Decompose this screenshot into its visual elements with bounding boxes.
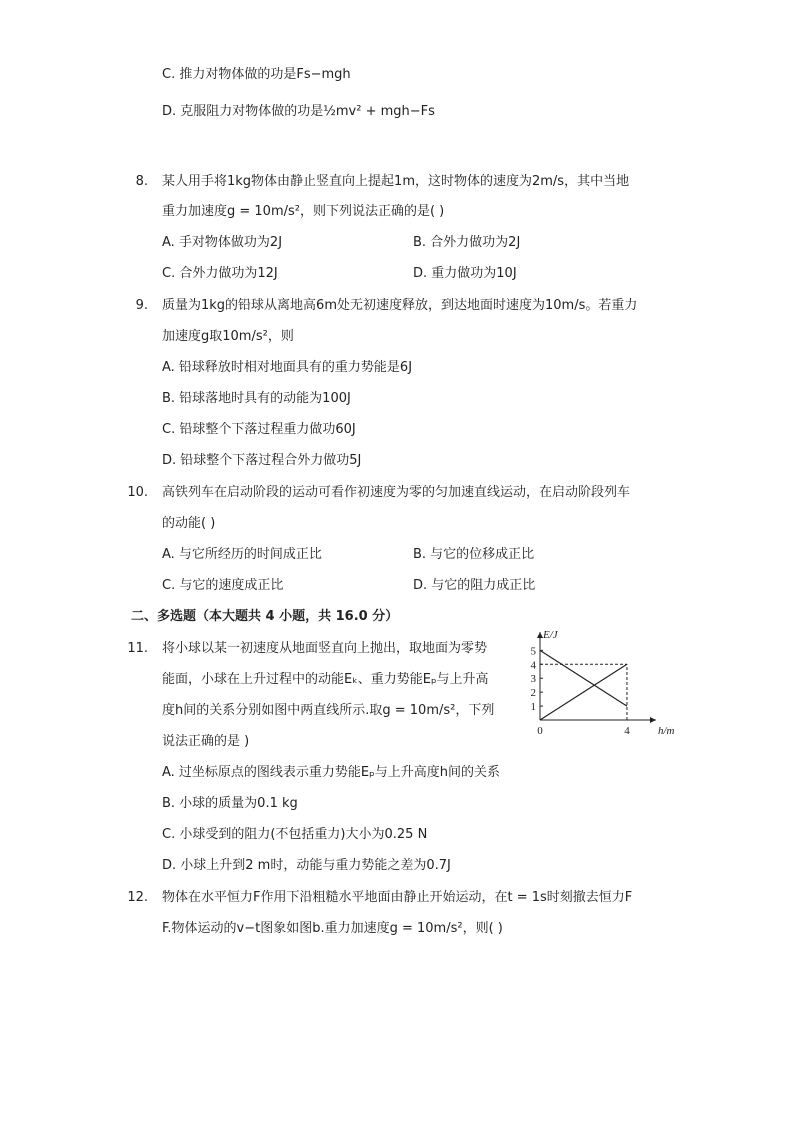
q10-option-c: C. 与它的速度成正比	[162, 578, 284, 593]
y-tick-label: 4	[530, 659, 536, 672]
q9-option-a: A. 铅球释放时相对地面具有的重力势能是6J	[162, 360, 413, 375]
y-axis-label: E/J	[543, 629, 558, 641]
q10-option-a: A. 与它所经历的时间成正比	[162, 547, 322, 562]
q11-stem-line-3: 度h间的关系分别如图中两直线所示.取g = 10m/s²，下列	[162, 703, 495, 718]
x-tick-label: 0	[537, 725, 543, 737]
q8-option-b: B. 合外力做功为2J	[413, 235, 521, 250]
q10-option-b: B. 与它的位移成正比	[413, 547, 535, 562]
series-line-2	[540, 664, 627, 720]
q9-option-c: C. 铅球整个下落过程重力做功60J	[162, 422, 356, 437]
q11-number: 11.	[127, 641, 148, 656]
y-tick-label: 2	[530, 687, 536, 700]
q8-option-d: D. 重力做功为10J	[413, 266, 517, 281]
q11-stem-line-4: 说法正确的是 )	[162, 734, 250, 749]
x-axis-arrow	[650, 717, 656, 723]
q9-stem-line-1: 质量为1kg的铅球从离地高6m处无初速度释放，到达地面时速度为10m/s。若重力	[162, 298, 638, 313]
q10-stem-line-2: 的动能( )	[162, 516, 216, 531]
q7-option-d: D. 克服阻力对物体做的功是½mv² + mgh−Fs	[162, 104, 435, 119]
q9-option-b: B. 铅球落地时具有的动能为100J	[162, 391, 351, 406]
q8-option-c: C. 合外力做功为12J	[162, 266, 278, 281]
q8-number: 8.	[135, 174, 148, 189]
q12-number: 12.	[127, 890, 148, 905]
x-axis-label: h/m	[658, 725, 675, 737]
q11-option-a: A. 过坐标原点的图线表示重力势能Eₚ与上升高度h间的关系	[162, 765, 500, 780]
q8-stem-line-2: 重力加速度g = 10m/s²，则下列说法正确的是( )	[162, 204, 445, 219]
y-tick-label: 3	[530, 673, 536, 686]
q9-option-d: D. 铅球整个下落过程合外力做功5J	[162, 453, 362, 468]
q10-option-d: D. 与它的阻力成正比	[413, 578, 536, 593]
q10-number: 10.	[127, 485, 148, 500]
q11-option-c: C. 小球受到的阻力(不包括重力)大小为0.25 N	[162, 827, 428, 842]
y-tick-label: 1	[530, 701, 536, 714]
q7-option-c: C. 推力对物体做的功是Fs−mgh	[162, 67, 351, 82]
energy-height-chart	[516, 629, 675, 742]
q12-stem-line-2: F.物体运动的v−t图象如图b.重力加速度g = 10m/s²，则( )	[162, 921, 503, 936]
q10-stem-line-1: 高铁列车在启动阶段的运动可看作初速度为零的匀加速直线运动，在启动阶段列车	[162, 485, 631, 500]
q9-number: 9.	[135, 298, 148, 313]
y-tick-label: 5	[530, 645, 536, 658]
section-2-header: 二、多选题（本大题共 4 小题，共 16.0 分）	[131, 609, 399, 624]
q11-stem-line-1: 将小球以某一初速度从地面竖直向上抛出，取地面为零势	[162, 641, 488, 656]
q8-stem-line-1: 某人用手将1kg物体由静止竖直向上提起1m，这时物体的速度为2m/s，其中当地	[162, 174, 630, 189]
q11-stem-line-2: 能面，小球在上升过程中的动能Eₖ、重力势能Eₚ与上升高	[162, 672, 489, 687]
q9-stem-line-2: 加速度g取10m/s²，则	[162, 329, 294, 344]
q12-stem-line-1: 物体在水平恒力F作用下沿粗糙水平地面由静止开始运动，在t = 1s时刻撤去恒力F	[162, 890, 633, 905]
series-line-1	[540, 650, 627, 706]
q8-option-a: A. 手对物体做功为2J	[162, 235, 283, 250]
x-tick-label: 4	[624, 725, 630, 737]
q11-option-d: D. 小球上升到2 m时，动能与重力势能之差为0.7J	[162, 858, 451, 873]
q11-option-b: B. 小球的质量为0.1 kg	[162, 796, 298, 811]
